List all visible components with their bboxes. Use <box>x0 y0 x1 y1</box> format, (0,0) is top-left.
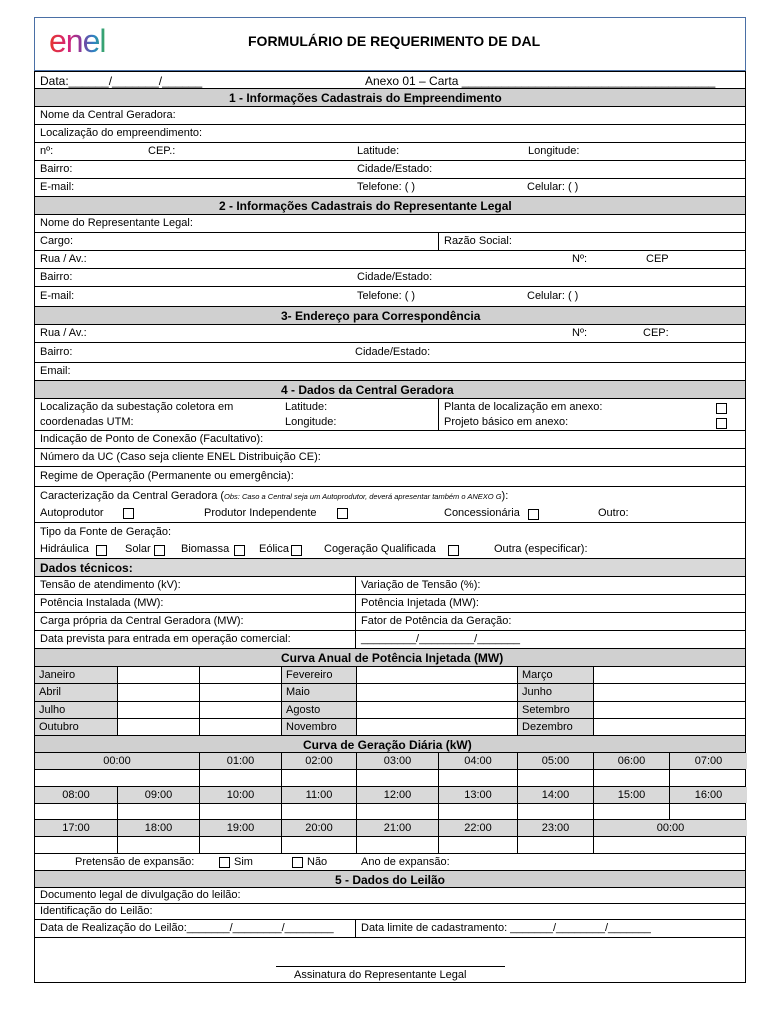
s5-data-row: Data de Realização do Leilão:_______/________/________ Data limite de cadastramento: _______/________/_______ <box>34 920 746 938</box>
month-value-cell[interactable] <box>356 702 517 718</box>
month-label <box>517 702 593 718</box>
hour-label <box>356 753 438 769</box>
month-label-label: Junho <box>522 686 552 699</box>
month-label <box>35 684 117 700</box>
hour-label-label: 08:00 <box>62 789 90 801</box>
hour-label <box>35 753 199 769</box>
tec-tensao-row: Tensão de atendimento (kV): Variação de Tensão (%): <box>34 577 746 595</box>
biomassa-checkbox[interactable] <box>234 545 245 556</box>
s4-fonte-row: Tipo da Fonte de Geração: Hidráulica Solar Biomassa Eólica Cogeração Qualificada Outra (especificar): <box>34 523 746 559</box>
month-value-cell[interactable] <box>117 719 199 735</box>
hour-label <box>281 787 356 803</box>
concessionaria-checkbox[interactable] <box>528 509 539 520</box>
month-label <box>517 684 593 700</box>
hour-value-cell[interactable] <box>593 837 747 853</box>
s2-bairro-row: Bairro: Cidade/Estado: <box>34 269 746 287</box>
signature-line[interactable] <box>276 966 505 967</box>
hour-label-label: 11:00 <box>305 789 333 801</box>
month-label <box>281 702 356 718</box>
hour-label <box>517 753 593 769</box>
hour-value-cell[interactable] <box>356 770 438 786</box>
s4-ponto-row: Indicação de Ponto de Conexão (Facultativo): <box>34 431 746 449</box>
eolica-checkbox[interactable] <box>291 545 302 556</box>
month-value-cell[interactable] <box>117 684 199 700</box>
hour-value-cell[interactable] <box>281 804 356 819</box>
month-label-label: Julho <box>39 703 66 716</box>
hour-value-cell[interactable] <box>356 804 438 819</box>
month-label <box>517 719 593 735</box>
hour-label-label: 15:00 <box>617 789 646 801</box>
hour-label-label: 02:00 <box>305 755 333 767</box>
hour-value-cell[interactable] <box>438 837 517 853</box>
section-4-header: 4 - Dados da Central Geradora <box>34 381 746 399</box>
hour-label-label: 16:00 <box>694 789 723 801</box>
hour-value-cell[interactable] <box>117 837 199 853</box>
hour-label <box>669 753 747 769</box>
hour-label-label: 03:00 <box>383 755 412 767</box>
annual-row <box>34 702 746 719</box>
month-value-cell[interactable] <box>593 684 747 700</box>
section-5-header: 5 - Dados do Leilão <box>34 871 746 888</box>
month-label <box>281 667 356 683</box>
svg-text:enel: enel <box>49 26 106 59</box>
autoprodutor-checkbox[interactable] <box>123 508 134 519</box>
hidraulica-checkbox[interactable] <box>96 545 107 556</box>
hour-label <box>199 820 281 836</box>
hour-label-label: 06:00 <box>617 755 646 767</box>
hour-label <box>517 820 593 836</box>
daily-hours-row <box>34 753 746 770</box>
hour-label-label: 05:00 <box>541 755 570 767</box>
expansao-nao-checkbox[interactable] <box>292 857 303 868</box>
month-label <box>281 719 356 735</box>
s1-localizacao-row: Localização do empreendimento: <box>34 125 746 143</box>
daily-curve-header: Curva de Geração Diária (kW) <box>34 736 746 753</box>
month-label-label: Setembro <box>522 703 570 716</box>
tec-data-row: Data prevista para entrada em operação comercial: _________/_________/_______ <box>34 631 746 649</box>
signature-block <box>34 938 746 983</box>
hour-label-label: 23:00 <box>541 822 570 834</box>
hour-label-label: 07:00 <box>694 755 723 767</box>
month-label <box>35 702 117 718</box>
hour-value-cell[interactable] <box>438 770 517 786</box>
tec-carga-row: Carga própria da Central Geradora (MW): Fator de Potência da Geração: <box>34 613 746 631</box>
hour-value-cell[interactable] <box>35 804 117 819</box>
hour-label-label: 19:00 <box>226 822 255 834</box>
section-2-header: 2 - Informações Cadastrais do Representante Legal <box>34 197 746 215</box>
hour-value-cell[interactable] <box>117 804 199 819</box>
date-field[interactable]: Data:______/_______/______ <box>40 74 203 88</box>
daily-hours-row <box>34 820 746 837</box>
dal-form <box>34 17 746 983</box>
hour-label <box>517 787 593 803</box>
month-value-cell[interactable] <box>593 667 747 683</box>
month-label-label: Agosto <box>286 703 321 716</box>
hour-value-cell[interactable] <box>35 770 199 786</box>
s2-nome-row: Nome do Representante Legal: <box>34 215 746 233</box>
hour-value-cell[interactable] <box>593 804 669 819</box>
daily-values-row <box>34 804 746 820</box>
annual-curve-header: Curva Anual de Potência Injetada (MW) <box>34 649 746 667</box>
hour-label <box>593 820 747 836</box>
enel-logo <box>49 26 141 60</box>
s2-rua-row: Rua / Av.: Nº: CEP <box>34 251 746 269</box>
solar-checkbox[interactable] <box>154 545 165 556</box>
s4-uc-row: Número da UC (Caso seja cliente ENEL Distribuição CE): <box>34 449 746 467</box>
hour-label-label: 00:00 <box>103 755 131 767</box>
month-label-label: Março <box>522 669 553 681</box>
annex-field[interactable]: Anexo 01 – Carta ______________________________________ <box>365 74 716 88</box>
month-value-cell[interactable] <box>199 667 281 683</box>
hour-label <box>669 787 747 803</box>
s5-doc-row: Documento legal de divulgação do leilão: <box>34 888 746 904</box>
hour-value-cell[interactable] <box>593 770 669 786</box>
signature-label: Assinatura do Representante Legal <box>294 969 467 981</box>
s4-regime-row: Regime de Operação (Permanente ou emergência): <box>34 467 746 487</box>
hour-label-label: 00:00 <box>656 822 685 834</box>
month-label-label: Novembro <box>286 720 337 733</box>
month-value-cell[interactable] <box>356 719 517 735</box>
hour-label-label: 22:00 <box>464 822 492 834</box>
expansao-row: Pretensão de expansão: Sim Não Ano de expansão: <box>34 854 746 871</box>
form-title: FORMULÁRIO DE REQUERIMENTO DE DAL <box>248 33 541 49</box>
month-label <box>35 667 117 683</box>
daily-values-row <box>34 837 746 854</box>
hour-label <box>438 820 517 836</box>
hour-label-label: 13:00 <box>464 789 492 801</box>
month-value-cell[interactable] <box>117 667 199 683</box>
month-label-label: Dezembro <box>522 720 573 733</box>
hour-value-cell[interactable] <box>35 837 117 853</box>
annual-row <box>34 684 746 701</box>
tec-potencia-row: Potência Instalada (MW): Potência Injetada (MW): <box>34 595 746 613</box>
hour-label-label: 21:00 <box>383 822 412 834</box>
month-value-cell[interactable] <box>199 702 281 718</box>
annual-row <box>34 719 746 736</box>
hour-value-cell[interactable] <box>517 804 593 819</box>
s1-bairro-row: Bairro: Cidade/Estado: <box>34 161 746 179</box>
month-value-cell[interactable] <box>117 702 199 718</box>
month-label-label: Outubro <box>39 720 79 733</box>
hour-label <box>199 787 281 803</box>
month-value-cell[interactable] <box>593 702 747 718</box>
month-label <box>517 667 593 683</box>
produtor-checkbox[interactable] <box>337 508 348 519</box>
hour-label-label: 04:00 <box>464 755 492 767</box>
annual-row <box>34 667 746 684</box>
hour-value-cell[interactable] <box>517 837 593 853</box>
hour-label <box>35 787 117 803</box>
projeto-checkbox[interactable] <box>716 418 727 429</box>
hour-value-cell[interactable] <box>199 837 281 853</box>
hour-value-cell[interactable] <box>669 804 747 819</box>
s1-nome-row: Nome da Central Geradora: <box>34 107 746 125</box>
hour-label-label: 20:00 <box>305 822 333 834</box>
s5-id-row: Identificação do Leilão: <box>34 904 746 920</box>
hour-label-label: 09:00 <box>144 789 173 801</box>
tech-data-header: Dados técnicos: <box>34 559 746 577</box>
hour-value-cell[interactable] <box>669 770 747 786</box>
section-1-header: 1 - Informações Cadastrais do Empreendimento <box>34 89 746 107</box>
hour-label-label: 17:00 <box>62 822 90 834</box>
hour-label-label: 01:00 <box>226 755 255 767</box>
hour-label-label: 12:00 <box>383 789 412 801</box>
hour-value-cell[interactable] <box>281 837 356 853</box>
planta-checkbox[interactable] <box>716 403 727 414</box>
month-value-cell[interactable] <box>356 667 517 683</box>
s2-email-row: E-mail: Telefone: ( ) Celular: ( ) <box>34 287 746 307</box>
date-row <box>34 71 746 89</box>
month-value-cell[interactable] <box>199 719 281 735</box>
hour-label <box>117 787 199 803</box>
hour-value-cell[interactable] <box>356 837 438 853</box>
s2-cargo-row: Cargo: Razão Social: <box>34 233 746 251</box>
hour-label <box>593 753 669 769</box>
s3-email-row: Email: <box>34 363 746 381</box>
section-3-header: 3- Endereço para Correspondência <box>34 307 746 325</box>
hour-value-cell[interactable] <box>281 770 356 786</box>
month-label <box>35 719 117 735</box>
cogeracao-checkbox[interactable] <box>448 545 459 556</box>
hour-label <box>281 820 356 836</box>
month-label <box>281 684 356 700</box>
hour-label-label: 10:00 <box>226 789 255 801</box>
hour-label-label: 14:00 <box>541 789 570 801</box>
hour-value-cell[interactable] <box>199 770 281 786</box>
hour-label <box>438 753 517 769</box>
hour-label <box>438 787 517 803</box>
month-value-cell[interactable] <box>593 719 747 735</box>
hour-value-cell[interactable] <box>199 804 281 819</box>
hour-value-cell[interactable] <box>438 804 517 819</box>
s3-bairro-row: Bairro: Cidade/Estado: <box>34 343 746 363</box>
hour-label <box>281 753 356 769</box>
s1-email-row: E-mail: Telefone: ( ) Celular: ( ) <box>34 179 746 197</box>
month-label-label: Janeiro <box>39 669 76 681</box>
month-value-cell[interactable] <box>356 684 517 700</box>
hour-label <box>356 820 438 836</box>
daily-hours-row <box>34 787 746 804</box>
hour-label <box>356 787 438 803</box>
expansao-sim-checkbox[interactable] <box>219 857 230 868</box>
form-header <box>34 17 746 71</box>
hour-value-cell[interactable] <box>517 770 593 786</box>
s1-coord-row: nº: CEP.: Latitude: Longitude: <box>34 143 746 161</box>
hour-label <box>35 820 117 836</box>
month-label-label: Fevereiro <box>286 669 333 681</box>
daily-values-row <box>34 770 746 787</box>
hour-label <box>199 753 281 769</box>
s4-subestacao-row: Localização da subestação coletora em coordenadas UTM: Latitude: Longitude: Planta de localização em anexo: Projeto básico em anexo: <box>34 399 746 431</box>
month-label-label: Maio <box>286 686 310 699</box>
hour-label <box>117 820 199 836</box>
hour-label-label: 18:00 <box>144 822 173 834</box>
s4-caract-row: Caracterização da Central Geradora (Obs: Caso a Central seja um Autoprodutor, deverá apresentar também o ANEXO G): Autoprodutor Produtor Independente Concessionária Outro: <box>34 487 746 523</box>
month-label-label: Abril <box>39 686 62 699</box>
month-value-cell[interactable] <box>199 684 281 700</box>
hour-label <box>593 787 669 803</box>
s3-rua-row: Rua / Av.: Nº: CEP: <box>34 325 746 343</box>
